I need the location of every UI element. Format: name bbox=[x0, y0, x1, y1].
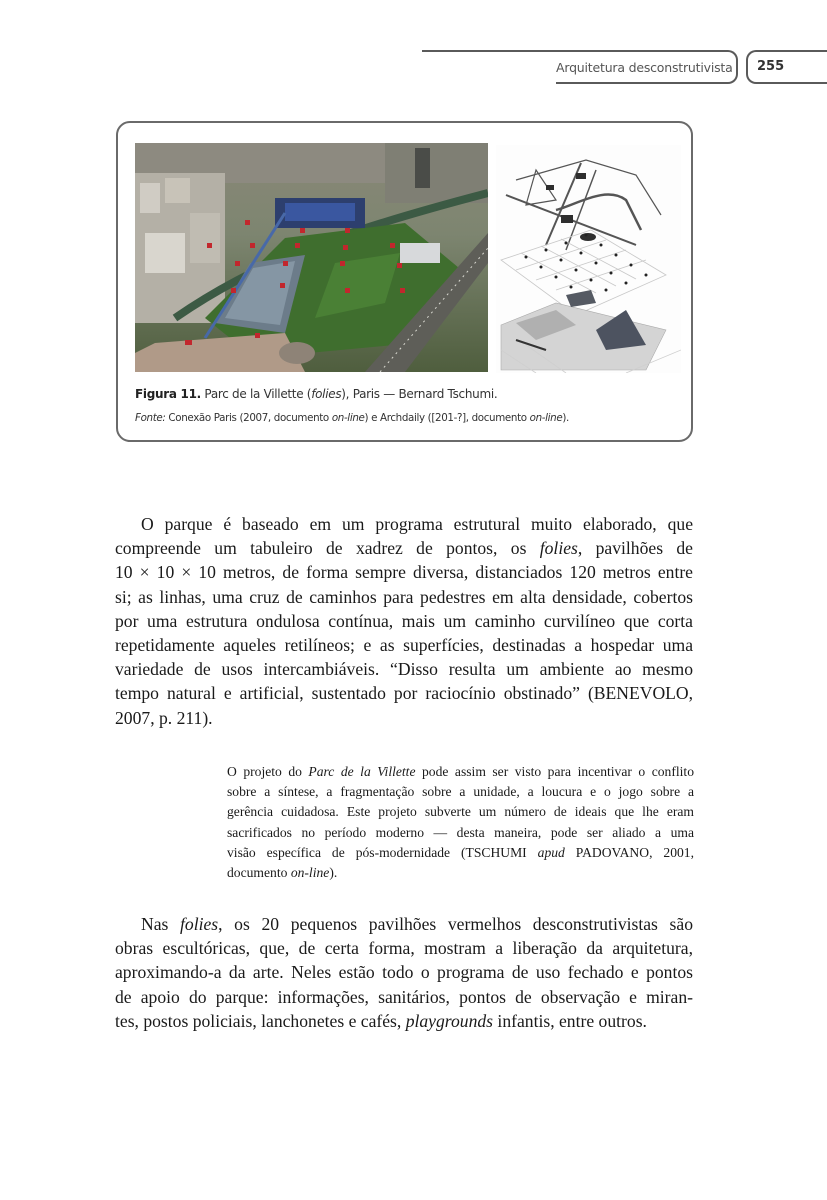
caption-label: Figura 11. bbox=[135, 387, 201, 401]
caption-text: Parc de la Villette ( bbox=[200, 387, 312, 401]
axonometric-diagram bbox=[496, 145, 681, 373]
text-segment: 10 × 10 × 10 metros, de forma sempre diversa, distanciados 120 metros entre bbox=[115, 562, 693, 583]
text-line bbox=[115, 657, 693, 681]
text-segment: documento bbox=[227, 865, 291, 881]
header-rule-mask bbox=[420, 55, 556, 87]
page-number: 255 bbox=[757, 59, 785, 74]
text-segment: ). bbox=[329, 865, 338, 881]
text-segment: sobre a síntese, a fragmentação sobre a unidade, a loucura e o jogo sobre a bbox=[227, 784, 694, 800]
text-segment: visão específica de pós-modernidade (TSCHUMI bbox=[227, 844, 538, 860]
text-line bbox=[115, 633, 693, 657]
text-segment: variedade de usos intercambiáveis. “Disso resulta um ambiente ao mesmo bbox=[115, 659, 693, 680]
text-segment: obras escultóricas, que, de certa forma, mostram a liberação da arquitetura, bbox=[115, 938, 693, 959]
italic-term: apud bbox=[537, 844, 565, 860]
text-segment: aproximando-a da arte. Neles estão todo o programa de uso fechado e pontos bbox=[115, 962, 693, 983]
caption-italic: folies bbox=[311, 387, 342, 401]
italic-term: Parc de la Villette bbox=[308, 764, 416, 779]
figure-source bbox=[135, 412, 569, 424]
paragraph-1 bbox=[115, 512, 693, 730]
figure-caption bbox=[135, 387, 497, 401]
italic-term: playgrounds bbox=[405, 1010, 494, 1031]
block-quote bbox=[227, 762, 694, 883]
source-text: Conexão Paris (2007, documento bbox=[165, 412, 332, 424]
text-segment: si; as linhas, uma cruz de caminhos para pedestres em alta densidade, cobertos bbox=[115, 586, 693, 607]
text-line bbox=[227, 823, 694, 843]
text-segment: repetidamente aqueles retilíneos; e as superfícies, destinadas a hospedar uma bbox=[115, 635, 693, 656]
chapter-title: Arquitetura desconstrutivista bbox=[556, 60, 733, 75]
aerial-photo-illustration bbox=[135, 143, 488, 372]
text-segment: sacrificados no período moderno — desta maneira, pode ser aliado a uma bbox=[227, 824, 694, 840]
text-line bbox=[227, 843, 694, 863]
text-line bbox=[115, 536, 693, 560]
text-line bbox=[115, 512, 693, 536]
text-segment: tes, postos policiais, lanchonetes e cafés, bbox=[115, 1010, 406, 1031]
text-line bbox=[227, 863, 694, 883]
paragraph-2 bbox=[115, 912, 693, 1033]
text-segment: por uma estrutura ondulosa contínua, mais um caminho curvilíneo que corta bbox=[115, 610, 693, 631]
text-line bbox=[115, 936, 693, 960]
text-segment: pode assim ser visto para incentivar o conflito bbox=[415, 764, 694, 779]
text-segment: de apoio do parque: informações, sanitários, pontos de observação e miran- bbox=[115, 986, 693, 1007]
text-line bbox=[115, 560, 693, 584]
text-segment: , pavilhões de bbox=[577, 538, 693, 559]
text-line bbox=[115, 960, 693, 984]
text-segment: tempo natural e artificial, sustentado por raciocínio obstinado” (BENEVOLO, bbox=[115, 683, 693, 704]
source-italic: on-line bbox=[529, 412, 563, 424]
aerial-photo bbox=[135, 143, 488, 372]
text-line bbox=[115, 609, 693, 633]
text-line bbox=[227, 762, 694, 782]
source-text: ) e Archdaily ([201-?], documento bbox=[364, 412, 530, 424]
text-line bbox=[115, 706, 693, 730]
text-line bbox=[227, 782, 694, 802]
italic-term: folies bbox=[180, 914, 219, 934]
text-line bbox=[115, 912, 693, 936]
italic-term: folies bbox=[539, 538, 578, 559]
text-segment: , os 20 pequenos pavilhões vermelhos desconstrutivistas são bbox=[218, 914, 694, 934]
text-line bbox=[115, 585, 693, 609]
text-segment: Nas bbox=[141, 914, 181, 934]
text-segment: gerência cuidadosa. Este projeto subverte um número de ideais que lhe eram bbox=[227, 804, 694, 820]
source-label: Fonte: bbox=[135, 412, 166, 424]
text-segment: compreende um tabuleiro de xadrez de pontos, os bbox=[115, 538, 540, 559]
source-italic: on-line bbox=[331, 412, 365, 424]
text-segment: O parque é baseado em um programa estrutural muito elaborado, que bbox=[141, 514, 693, 534]
text-segment: PADOVANO, 2001, bbox=[564, 844, 694, 860]
italic-term: on-line bbox=[290, 865, 330, 881]
text-line bbox=[115, 985, 693, 1009]
caption-text: ), Paris — Bernard Tschumi. bbox=[341, 387, 498, 401]
layers-diagram-illustration bbox=[496, 145, 681, 373]
text-line bbox=[115, 1009, 693, 1033]
source-text: ). bbox=[562, 412, 569, 424]
text-segment: infantis, entre outros. bbox=[493, 1010, 647, 1031]
text-segment: 2007, p. 211). bbox=[115, 707, 213, 728]
text-segment: O projeto do bbox=[227, 764, 309, 779]
text-line bbox=[115, 681, 693, 705]
text-line bbox=[227, 802, 694, 822]
